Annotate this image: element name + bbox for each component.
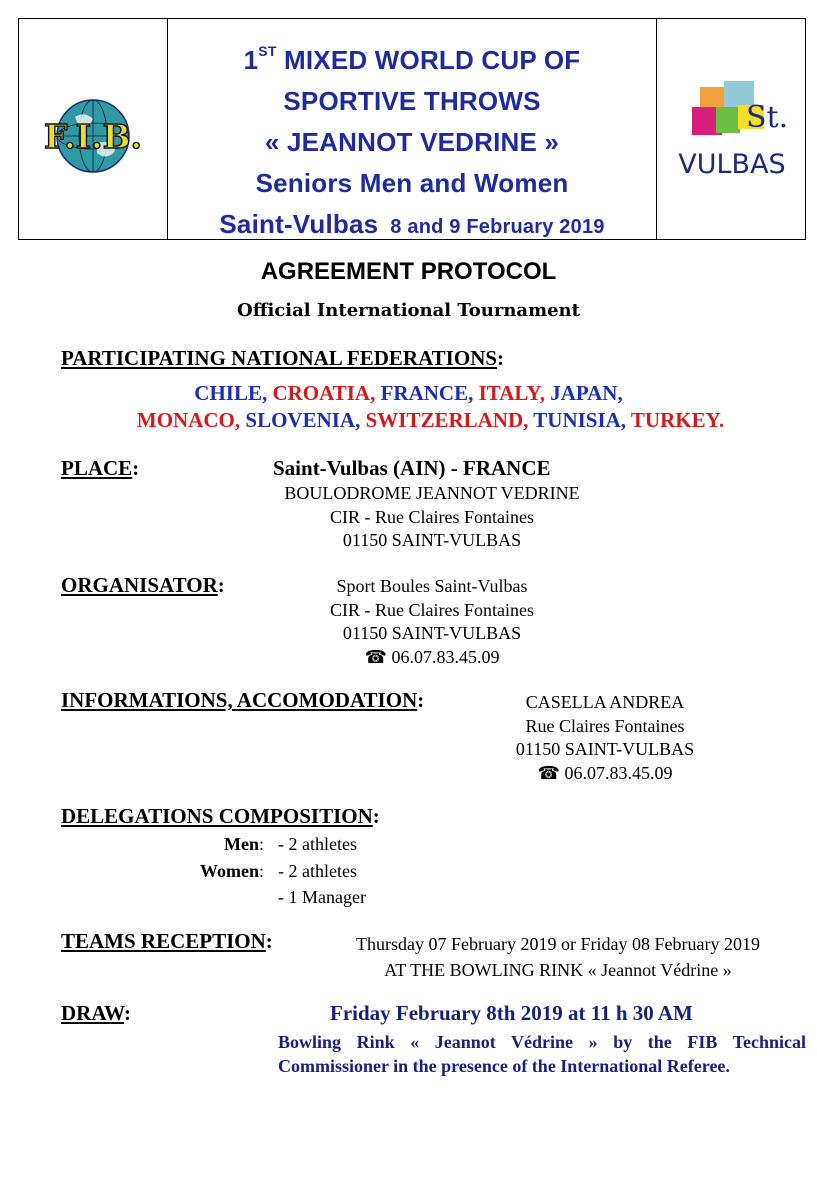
- reception-details: [318, 931, 798, 983]
- delegations-labels: [150, 831, 264, 884]
- informations-line-2: Rue Claires Fontaines: [525, 715, 685, 736]
- nation-turkey: TURKEY.: [630, 408, 725, 432]
- fib-globe-logo: [23, 93, 163, 179]
- reception-line-1: Thursday 07 February 2019 or Friday 08 February 2019: [356, 934, 760, 954]
- manager-value: - 1 Manager: [278, 887, 366, 907]
- informations-label: INFORMATIONS, ACCOMODATION:: [61, 688, 425, 712]
- header-line-5: Saint-Vulbas 8 and 9 February 2019: [219, 209, 605, 239]
- place-line-1: BOULODROME JEANNOT VEDRINE: [284, 483, 580, 503]
- nation-switzerland: SWITZERLAND,: [365, 408, 534, 432]
- informations-address: [485, 691, 725, 785]
- place-label: PLACE:: [61, 456, 140, 480]
- draw-text: Bowling Rink « Jeannot Védrine » by the FIB Technical Commissioner in the presence of the International Referee.: [278, 1032, 806, 1076]
- place-line-2: CIR - Rue Claires Fontaines: [330, 506, 534, 527]
- header-line-3: « JEANNOT VEDRINE »: [264, 127, 560, 157]
- organisator-line-3: 01150 SAINT-VULBAS: [342, 623, 522, 643]
- draw-headline: Friday February 8th 2019 at 11 h 30 AM: [330, 1001, 693, 1025]
- nation-slovenia: SLOVENIA,: [245, 408, 366, 432]
- federations-label: PARTICIPATING NATIONAL FEDERATIONS:: [61, 346, 505, 370]
- place-address: [232, 482, 632, 553]
- nation-tunisia: TUNISIA,: [533, 408, 631, 432]
- place-city: Saint-Vulbas (AIN) - FRANCE: [273, 456, 551, 480]
- organisator-phone: ☎ 06.07.83.45.09: [364, 646, 500, 667]
- draw-label: DRAW:: [61, 1001, 132, 1025]
- reception-line-2: AT THE BOWLING RINK « Jeannot Védrine »: [384, 960, 732, 980]
- reception-label: TEAMS RECEPTION:: [61, 929, 273, 953]
- header-right-cell: [657, 19, 805, 239]
- delegations-label: DELEGATIONS COMPOSITION:: [61, 804, 380, 828]
- saint-vulbas-logo: [662, 77, 802, 187]
- nation-monaco: MONACO,: [136, 408, 246, 432]
- telephone-icon: ☎: [537, 762, 565, 783]
- page-title: AGREEMENT PROTOCOL: [260, 258, 557, 285]
- informations-phone: ☎ 06.07.83.45.09: [537, 762, 673, 783]
- header-left-cell: [19, 19, 168, 239]
- organisator-line-2: CIR - Rue Claires Fontaines: [330, 599, 534, 620]
- header-line-4: Seniors Men and Women: [255, 168, 569, 198]
- nation-italy: ITALY,: [478, 381, 551, 405]
- telephone-icon: ☎: [364, 646, 392, 667]
- informations-line-1: CASELLA ANDREA: [525, 692, 685, 712]
- informations-line-3: 01150 SAINT-VULBAS: [515, 739, 695, 759]
- men-value: - 2 athletes: [278, 834, 357, 854]
- header-line-1: 1ST MIXED WORLD CUP OF: [243, 43, 581, 75]
- logo-st-text: St.: [746, 100, 789, 135]
- nation-france: FRANCE,: [380, 381, 479, 405]
- fib-logo-text: F.I.B.: [44, 117, 142, 156]
- page-subtitle: Official International Tournament: [237, 300, 580, 321]
- header-box: [18, 18, 806, 240]
- nation-japan: JAPAN,: [550, 381, 623, 405]
- organisator-line-1: Sport Boules Saint-Vulbas: [336, 576, 528, 596]
- logo-vulbas-text: VULBAS: [678, 149, 786, 180]
- header-line-2: SPORTIVE THROWS: [283, 86, 541, 116]
- women-value: - 2 athletes: [278, 860, 357, 881]
- header-title-cell: [168, 19, 657, 239]
- place-line-3: 01150 SAINT-VULBAS: [342, 530, 522, 550]
- nations-row-1: [0, 381, 817, 406]
- organisator-label: ORGANISATOR:: [61, 573, 225, 597]
- nation-croatia: CROATIA,: [272, 381, 381, 405]
- women-label: Women:: [199, 860, 264, 881]
- organisator-address: [232, 575, 632, 669]
- delegations-values: [278, 831, 366, 911]
- nation-chile: CHILE,: [194, 381, 273, 405]
- men-label: Men:: [223, 834, 264, 854]
- nations-row-2: [22, 408, 817, 433]
